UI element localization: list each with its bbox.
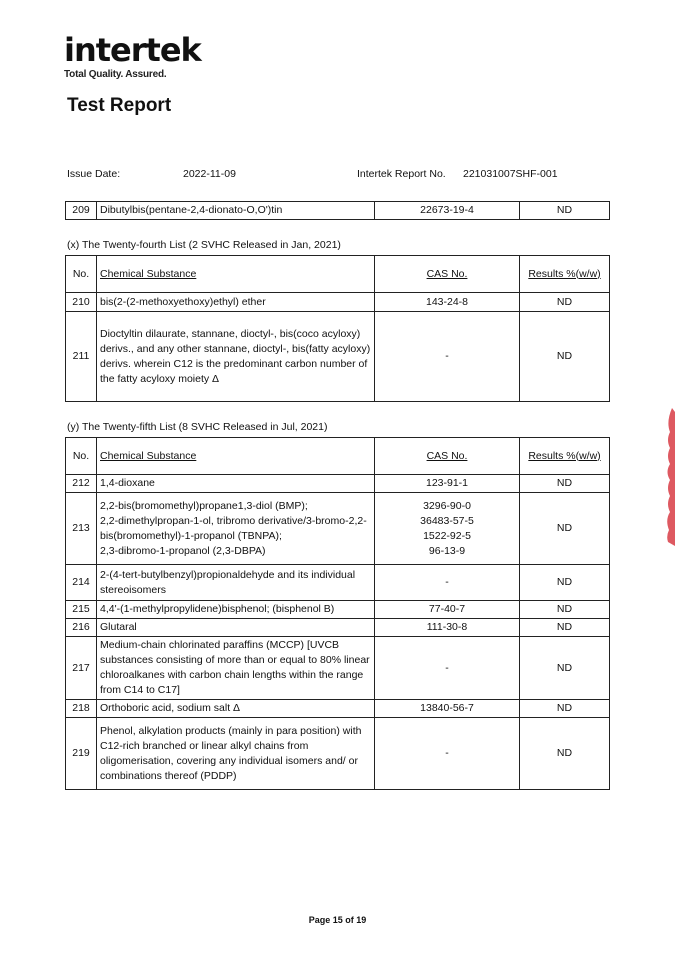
row-substance-line: derivs., and any other stannane, dioctyl-, bis(fatty acyloxy) — [100, 342, 371, 355]
row-substance-line: 2,2-bis(bromomethyl)propane1,3-diol (BMP); — [100, 499, 308, 512]
row-result: ND — [520, 475, 610, 493]
row-substance-line: bis(2-(2-methoxyethoxy)ethyl) ether — [100, 295, 266, 308]
row-result: ND — [520, 493, 610, 565]
section-x-table — [65, 255, 610, 402]
report-no-label: Intertek Report No. — [357, 168, 446, 180]
row-no: 219 — [66, 718, 97, 790]
row-result: ND — [520, 619, 610, 637]
row-substance-line: 1,4-dioxane — [100, 477, 155, 489]
row-substance-line: Glutaral — [100, 621, 137, 633]
row-cas-line: 3296-90-0 — [423, 499, 471, 512]
table-row — [66, 637, 610, 700]
row-substance — [97, 565, 375, 601]
continued-table — [65, 201, 610, 220]
row-no: 214 — [66, 565, 97, 601]
row-substance-line: substances consisting of more than or equal to 80% linear — [100, 654, 370, 666]
row-cas-line: 111-30-8 — [426, 621, 468, 633]
header-result: Results %(w/w) — [520, 256, 610, 293]
row-cas-line: 123-91-1 — [425, 477, 469, 489]
row-cas — [375, 475, 520, 493]
section-y-caption: (y) The Twenty-fifth List (8 SVHC Released in Jul, 2021) — [67, 421, 328, 433]
table-row — [66, 718, 610, 790]
row-cas-line: 36483-57-5 — [420, 514, 474, 527]
row-substance-line: 2,3-dibromo-1-propanol (2,3-DBPA) — [100, 544, 266, 557]
row-substance — [97, 293, 375, 312]
row-substance-line: Phenol, alkylation products (mainly in para position) with — [100, 724, 362, 737]
row-result: ND — [520, 565, 610, 601]
row-no: 216 — [66, 619, 97, 637]
row-cas-line: - — [445, 747, 449, 759]
row-substance-line: the fatty acyloxy moiety Δ — [100, 372, 220, 385]
row-cas: 22673-19-4 — [375, 202, 520, 220]
row-cas — [375, 619, 520, 637]
row-cas-line: - — [445, 661, 449, 674]
row-substance-line: oligomerisation, covering any individual isomers and/ or — [100, 754, 358, 767]
row-cas-line: 77-40-7 — [428, 603, 466, 615]
table-row — [66, 475, 610, 493]
row-no: 210 — [66, 293, 97, 312]
row-cas — [375, 493, 520, 565]
table-header-row — [66, 256, 610, 293]
row-substance-line: 2-(4-tert-butylbenzyl)propionaldehyde and its individual — [100, 568, 356, 581]
row-substance-line: bis(bromomethyl)-1-propanol (TBNPA); — [100, 529, 282, 542]
logo-tagline: Total Quality. Assured. — [64, 69, 167, 80]
row-result: ND — [520, 293, 610, 312]
row-cas — [375, 565, 520, 601]
header-no: No. — [66, 438, 97, 475]
header-result: Results %(w/w) — [520, 438, 610, 475]
row-substance — [97, 619, 375, 637]
row-cas-line: - — [445, 350, 449, 362]
row-result: ND — [520, 718, 610, 790]
row-cas — [375, 718, 520, 790]
row-result: ND — [520, 637, 610, 700]
table-row — [66, 565, 610, 601]
section-y-table — [65, 437, 610, 790]
row-substance — [97, 312, 375, 402]
header-substance: Chemical Substance — [97, 256, 375, 293]
row-no: 209 — [66, 202, 97, 220]
row-no: 218 — [66, 700, 97, 718]
logo-wordmark: intertek — [64, 31, 201, 69]
row-cas — [375, 293, 520, 312]
row-substance-line: stereoisomers — [100, 583, 166, 596]
row-substance — [97, 493, 375, 565]
row-substance-line: 2,2-dimethylpropan-1-ol, tribromo derivative/3-bromo-2,2- — [100, 514, 367, 527]
header-cas: CAS No. — [375, 256, 520, 293]
row-no: 213 — [66, 493, 97, 565]
header-substance: Chemical Substance — [97, 438, 375, 475]
page-title: Test Report — [67, 95, 172, 116]
row-result: ND — [520, 601, 610, 619]
seal-stamp-icon — [664, 408, 675, 546]
row-substance — [97, 601, 375, 619]
row-substance-line: Orthoboric acid, sodium salt Δ — [100, 702, 241, 714]
row-cas-line: 143-24-8 — [425, 295, 469, 308]
section-x-caption: (x) The Twenty-fourth List (2 SVHC Released in Jan, 2021) — [67, 239, 341, 251]
row-substance: Dibutylbis(pentane-2,4-dionato-O,O')tin — [97, 202, 375, 220]
table-row — [66, 493, 610, 565]
intertek-logo — [64, 31, 201, 80]
header-cas: CAS No. — [375, 438, 520, 475]
report-no-value: 221031007SHF-001 — [463, 168, 558, 180]
row-substance-line: from C14 to C17] — [100, 684, 180, 696]
header-no: No. — [66, 256, 97, 293]
row-result: ND — [520, 202, 610, 220]
row-substance — [97, 475, 375, 493]
row-cas-line: - — [445, 576, 449, 588]
row-cas-line: 1522-92-5 — [423, 529, 471, 542]
row-substance — [97, 700, 375, 718]
row-cas — [375, 601, 520, 619]
row-result: ND — [520, 312, 610, 402]
row-substance — [97, 718, 375, 790]
table-row — [66, 700, 610, 718]
row-no: 211 — [66, 312, 97, 402]
row-substance-line: Medium-chain chlorinated paraffins (MCCP) [UVCB — [100, 639, 340, 651]
row-cas — [375, 312, 520, 402]
table-row — [66, 619, 610, 637]
row-substance-line: chloroalkanes with carbon chain lengths within the range — [100, 669, 364, 681]
row-cas-line: 13840-56-7 — [420, 702, 474, 714]
table-row — [66, 202, 610, 220]
row-result: ND — [520, 700, 610, 718]
row-cas — [375, 700, 520, 718]
row-substance-line: combinations thereof (PDDP) — [100, 769, 237, 782]
page-number: Page 15 of 19 — [308, 915, 367, 925]
row-substance-line: Dioctyltin dilaurate, stannane, dioctyl-, bis(coco acyloxy) — [100, 327, 361, 340]
row-substance-line: C12-rich branched or linear alkyl chains from — [100, 739, 309, 752]
row-substance — [97, 637, 375, 700]
row-no: 212 — [66, 475, 97, 493]
row-substance-line: 4,4'-(1-methylpropylidene)bisphenol; (bisphenol B) — [100, 603, 335, 615]
row-no: 215 — [66, 601, 97, 619]
table-header-row — [66, 438, 610, 475]
table-row — [66, 601, 610, 619]
row-cas-line: 96-13-9 — [428, 544, 466, 557]
issue-date-label: Issue Date: — [67, 168, 121, 180]
row-cas — [375, 637, 520, 700]
table-row — [66, 293, 610, 312]
table-row — [66, 312, 610, 402]
row-no: 217 — [66, 637, 97, 700]
issue-date-value: 2022-11-09 — [183, 168, 236, 180]
row-substance-line: derivs. wherein C12 is the predominant carbon number of — [100, 357, 368, 370]
